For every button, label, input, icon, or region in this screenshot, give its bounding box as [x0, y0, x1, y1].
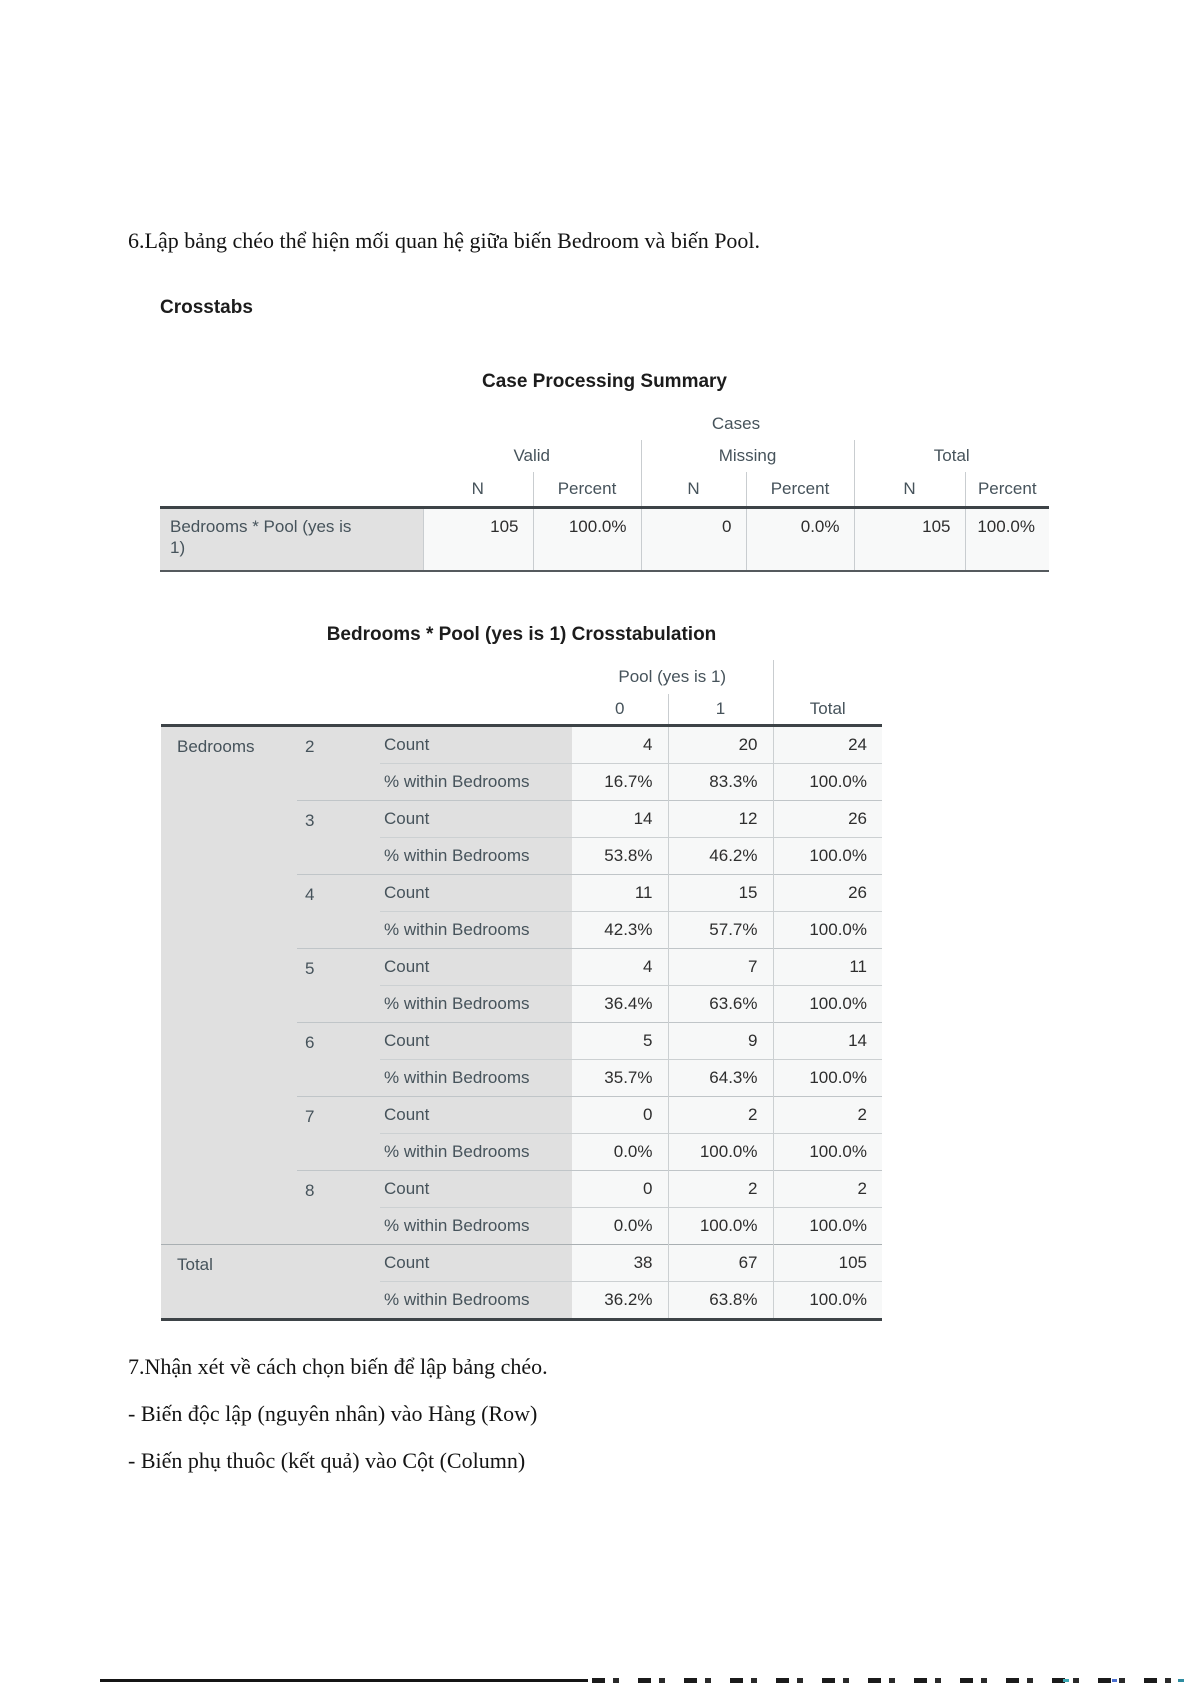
ct-pct-cell: 100.0%	[773, 1060, 882, 1097]
cps-total-percent: 100.0%	[965, 508, 1049, 572]
ct-count-cell: 20	[668, 726, 773, 764]
ct-pct-cell: 36.4%	[572, 986, 668, 1023]
ct-count-cell: 4	[572, 949, 668, 986]
ct-count-label: Count	[380, 801, 572, 838]
cps-group-missing: Missing	[641, 440, 854, 472]
cps-subheader-n: N	[854, 472, 965, 508]
ct-pct-cell: 100.0%	[773, 986, 882, 1023]
ct-total-count-cell: 105	[773, 1245, 882, 1282]
page-edge-line	[100, 1679, 588, 1682]
page-edge-artifact-speck	[1112, 1679, 1117, 1682]
ct-pct-cell: 100.0%	[668, 1134, 773, 1171]
ct-count-label: Count	[380, 1097, 572, 1134]
ct-count-label: Count	[380, 949, 572, 986]
ct-bedrooms-value: 6	[297, 1023, 380, 1097]
cps-valid-percent: 100.0%	[533, 508, 641, 572]
ct-total-pct-cell: 100.0%	[773, 1282, 882, 1320]
cps-subheader-percent: Percent	[533, 472, 641, 508]
ct-count-cell: 11	[773, 949, 882, 986]
ct-count-cell: 0	[572, 1171, 668, 1208]
ct-pct-cell: 46.2%	[668, 838, 773, 875]
ct-total-header-spacer	[773, 660, 882, 694]
cps-missing-n: 0	[641, 508, 746, 572]
cps-subheader-n: N	[423, 472, 533, 508]
ct-bedrooms-value: 8	[297, 1171, 380, 1245]
ct-total-row-label: Total	[161, 1245, 380, 1320]
ct-count-label: Count	[380, 1023, 572, 1060]
ct-pct-cell: 63.6%	[668, 986, 773, 1023]
ct-total-pct-cell: 36.2%	[572, 1282, 668, 1320]
ct-col-0-header: 0	[572, 694, 668, 726]
ct-bedrooms-value: 4	[297, 875, 380, 949]
ct-pct-cell: 83.3%	[668, 764, 773, 801]
ct-pct-cell: 100.0%	[773, 838, 882, 875]
ct-count-label: Count	[380, 1245, 572, 1282]
ct-count-cell: 7	[668, 949, 773, 986]
ct-pct-cell: 64.3%	[668, 1060, 773, 1097]
paragraph-6: 6.Lập bảng chéo thể hiện mối quan hệ giữa biến Bedroom và biến Pool.	[128, 228, 761, 253]
case-processing-table	[160, 408, 1049, 572]
ct-count-cell: 4	[572, 726, 668, 764]
ct-count-label: Count	[380, 1171, 572, 1208]
ct-col-total-header: Total	[773, 694, 882, 726]
ct-count-cell: 2	[668, 1097, 773, 1134]
cps-cases-header: Cases	[711, 414, 761, 434]
ct-count-cell: 15	[668, 875, 773, 912]
cps-missing-percent: 0.0%	[746, 508, 854, 572]
cps-subheader-percent: Percent	[965, 472, 1049, 508]
ct-count-cell: 14	[773, 1023, 882, 1060]
crosstab-table	[161, 660, 882, 1321]
ct-count-cell: 12	[668, 801, 773, 838]
ct-total-count-cell: 38	[572, 1245, 668, 1282]
cps-table-title: Case Processing Summary	[481, 371, 727, 392]
ct-pct-cell: 100.0%	[773, 1208, 882, 1245]
cps-stub-header	[160, 472, 423, 508]
page-edge-artifact-speck	[1063, 1679, 1069, 1682]
cps-group-total: Total	[854, 440, 1049, 472]
ct-bedrooms-value: 5	[297, 949, 380, 1023]
ct-pct-cell: 53.8%	[572, 838, 668, 875]
ct-count-cell: 2	[773, 1097, 882, 1134]
ct-rowvar-label: Bedrooms	[161, 726, 297, 1245]
ct-pct-cell: 42.3%	[572, 912, 668, 949]
cps-group-valid: Valid	[513, 446, 551, 466]
ct-count-cell: 5	[572, 1023, 668, 1060]
ct-count-cell: 2	[668, 1171, 773, 1208]
crosstabs-heading: Crosstabs	[160, 297, 253, 318]
ct-count-cell: 26	[773, 875, 882, 912]
ct-pct-cell: 100.0%	[773, 764, 882, 801]
ct-pct-cell: 35.7%	[572, 1060, 668, 1097]
ct-count-label: Count	[380, 726, 572, 764]
ct-count-cell: 14	[572, 801, 668, 838]
ct-count-label: Count	[380, 875, 572, 912]
cps-stub-header	[160, 408, 423, 440]
page-edge-artifact-speck	[1178, 1679, 1184, 1682]
cps-row-label: Bedrooms * Pool (yes is 1)	[160, 508, 423, 572]
ct-total-count-cell: 67	[668, 1245, 773, 1282]
ct-pct-label: % within Bedrooms	[380, 764, 572, 801]
ct-pct-cell: 100.0%	[773, 1134, 882, 1171]
cps-stub-header	[160, 440, 423, 472]
crosstab-table-title: Bedrooms * Pool (yes is 1) Crosstabulation	[326, 624, 717, 645]
ct-count-cell: 9	[668, 1023, 773, 1060]
ct-pct-label: % within Bedrooms	[380, 1282, 572, 1320]
ct-pct-cell: 100.0%	[668, 1208, 773, 1245]
ct-count-cell: 2	[773, 1171, 882, 1208]
cps-total-n: 105	[854, 508, 965, 572]
ct-bedrooms-value: 2	[297, 726, 380, 801]
ct-pct-label: % within Bedrooms	[380, 912, 572, 949]
ct-pct-cell: 16.7%	[572, 764, 668, 801]
ct-bedrooms-value: 3	[297, 801, 380, 875]
ct-pool-span-header: Pool (yes is 1)	[618, 667, 727, 687]
ct-count-cell: 11	[572, 875, 668, 912]
ct-count-cell: 0	[572, 1097, 668, 1134]
ct-stub-header	[161, 694, 572, 726]
cps-valid-n: 105	[423, 508, 533, 572]
ct-pct-label: % within Bedrooms	[380, 1208, 572, 1245]
ct-pct-cell: 0.0%	[572, 1134, 668, 1171]
page-edge-artifact	[592, 1678, 1184, 1683]
ct-pct-cell: 100.0%	[773, 912, 882, 949]
ct-col-1-header: 1	[668, 694, 773, 726]
paragraph-7: 7.Nhận xét về cách chọn biến để lập bảng chéo.	[128, 1354, 548, 1379]
ct-stub-header	[161, 660, 572, 694]
ct-total-pct-cell: 63.8%	[668, 1282, 773, 1320]
ct-pct-cell: 0.0%	[572, 1208, 668, 1245]
bullet-row-variable: - Biến độc lập (nguyên nhân) vào Hàng (Row)	[128, 1401, 538, 1426]
ct-bedrooms-value: 7	[297, 1097, 380, 1171]
ct-pct-label: % within Bedrooms	[380, 838, 572, 875]
cps-subheader-percent: Percent	[746, 472, 854, 508]
cps-subheader-n: N	[641, 472, 746, 508]
ct-pct-cell: 57.7%	[668, 912, 773, 949]
ct-pct-label: % within Bedrooms	[380, 1134, 572, 1171]
ct-count-cell: 24	[773, 726, 882, 764]
bullet-column-variable: - Biến phụ thuôc (kết quả) vào Cột (Column)	[128, 1448, 526, 1473]
ct-pct-label: % within Bedrooms	[380, 986, 572, 1023]
ct-pct-label: % within Bedrooms	[380, 1060, 572, 1097]
ct-count-cell: 26	[773, 801, 882, 838]
